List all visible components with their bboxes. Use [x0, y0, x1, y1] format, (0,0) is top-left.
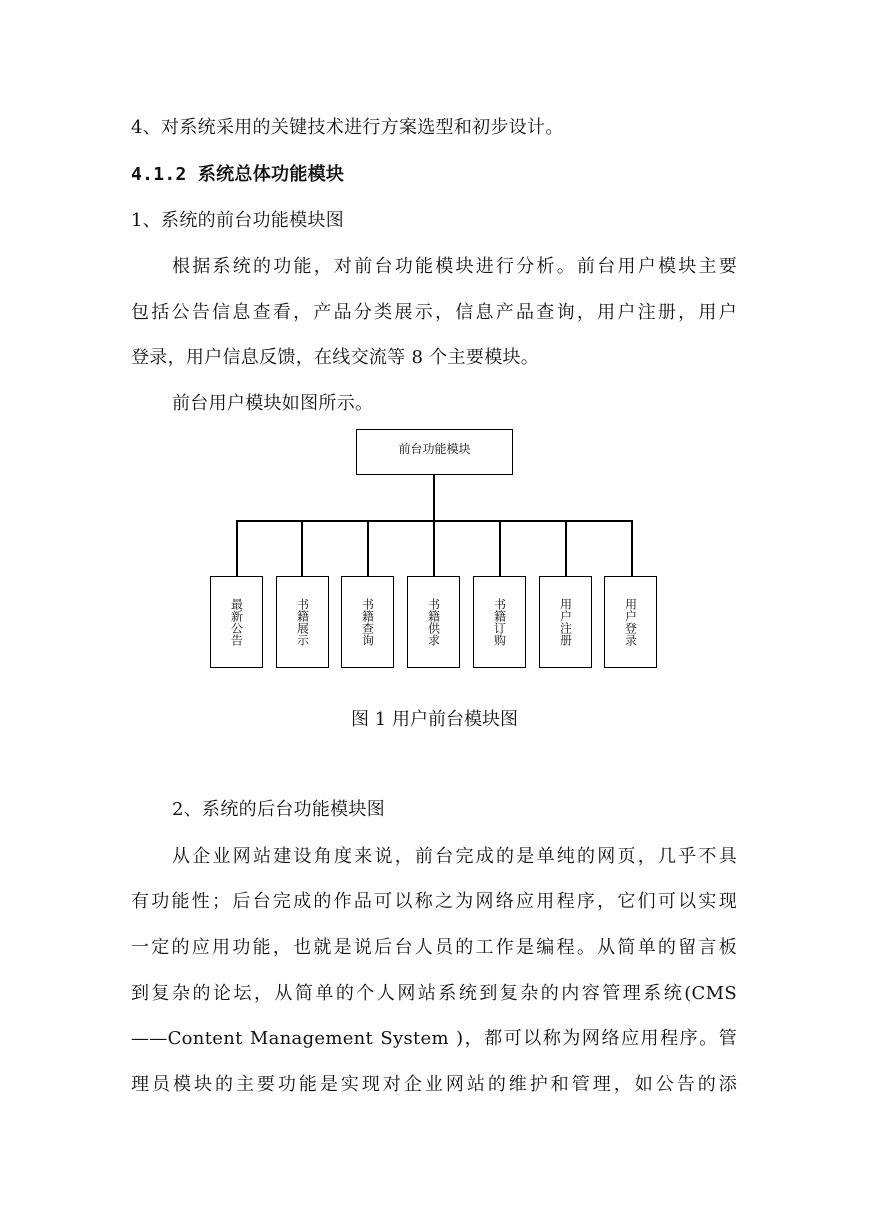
leaf-box-book-display: [276, 576, 329, 668]
back-paragraph-line-2: 有功能性；后台完成的作品可以称之为网络应用程序，它们可以实现: [131, 891, 737, 912]
leaf-connector: [565, 520, 567, 576]
back-paragraph-line-3: 一定的应用功能，也就是说后台人员的工作是编程。从简单的留言板: [131, 937, 737, 958]
leaf-connector: [499, 520, 501, 576]
section-heading: [131, 163, 344, 187]
leaf-label: 用户登录: [623, 598, 638, 646]
leaf-connector: [236, 520, 238, 576]
front-paragraph-line-3: 登录，用户信息反馈，在线交流等 8 个主要模块。: [131, 347, 540, 368]
leaf-label: 书籍供求: [426, 598, 441, 646]
leaf-box-latest-notice: [210, 576, 263, 668]
leaf-label: 书籍展示: [295, 598, 310, 646]
back-paragraph-line-6: 理员模块的主要功能是实现对企业网站的维护和管理，如公告的添: [131, 1074, 737, 1095]
front-module-title: 1、系统的前台功能模块图: [131, 210, 345, 231]
leaf-box-user-login: [604, 576, 657, 668]
branch-bar: [236, 520, 632, 522]
leaf-label: 用户注册: [558, 598, 573, 646]
leaf-connector: [631, 520, 633, 576]
front-paragraph-line-1: 根据系统的功能，对前台功能模块进行分析。前台用户模块主要: [172, 256, 737, 277]
front-paragraph-line-2: 包括公告信息查看，产品分类展示，信息产品查询，用户注册，用户: [131, 302, 737, 323]
back-paragraph-line-5: ——Content Management System )，都可以称为网络应用程序。管: [131, 1028, 737, 1049]
leaf-box-book-order: [473, 576, 526, 668]
leaf-box-book-search: [341, 576, 394, 668]
section-number: 4.1.2: [131, 164, 187, 185]
figure-caption: 图 1 用户前台模块图: [351, 709, 518, 730]
leaf-connector: [433, 520, 435, 576]
root-connector: [433, 475, 435, 520]
leaf-label: 最新公告: [229, 598, 244, 646]
leaf-label: 书籍订购: [492, 598, 507, 646]
back-module-title: 2、系统的后台功能模块图: [172, 799, 386, 820]
leaf-connector: [301, 520, 303, 576]
diagram-root-label: 前台功能模块: [398, 442, 471, 456]
section-title: 系统总体功能模块: [197, 164, 345, 185]
back-paragraph-line-4: 到复杂的论坛，从简单的个人网站系统到复杂的内容管理系统(CMS: [131, 983, 737, 1004]
back-paragraph-line-1: 从企业网站建设角度来说，前台完成的是单纯的网页，几乎不具: [172, 846, 737, 867]
leaf-box-book-supply: [407, 576, 460, 668]
diagram-root-box: [356, 429, 513, 475]
leaf-box-user-register: [539, 576, 592, 668]
leaf-label: 书籍查询: [360, 598, 375, 646]
paragraph-step-4: 4、对系统采用的关键技术进行方案选型和初步设计。: [131, 117, 564, 138]
leaf-connector: [367, 520, 369, 576]
front-figure-intro: 前台用户模块如图所示。: [172, 393, 374, 414]
